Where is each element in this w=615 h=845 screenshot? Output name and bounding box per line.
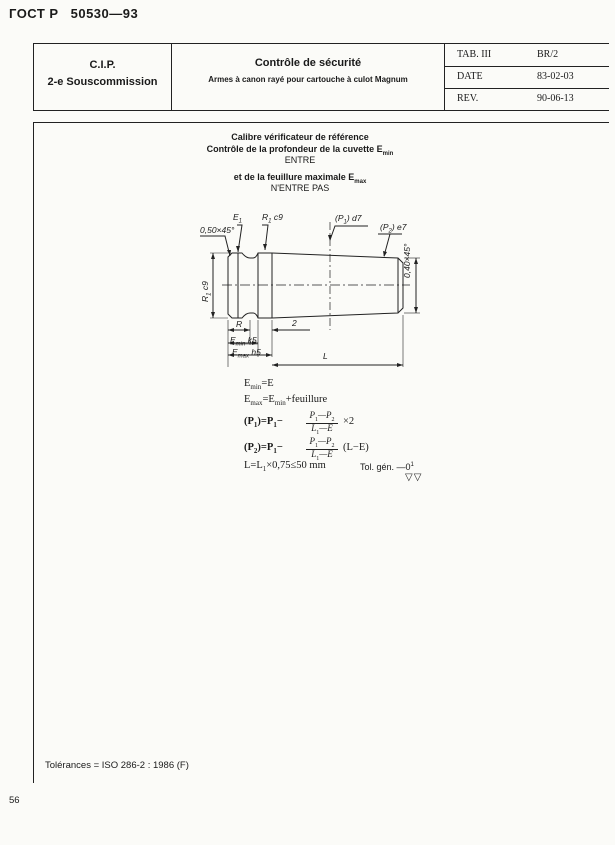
formula-l: $L=L_1\times 0,75\le 50$ mm <box>244 460 326 474</box>
leader-p1 <box>330 226 368 240</box>
arrowhead <box>266 353 272 357</box>
leader-p2 <box>378 234 402 256</box>
header-sub: 2-e Souscommission <box>47 76 158 88</box>
dim-two: 2 <box>292 318 297 328</box>
arrowhead <box>414 258 418 264</box>
fraction-denominator: $L_1—E$ <box>311 423 333 436</box>
dim-r: R <box>236 319 243 329</box>
standard-code: 50530—93 <box>70 6 139 21</box>
formula-emin: $E_{min}=E$ <box>244 378 274 392</box>
meta-key: TAB. III <box>457 49 492 60</box>
meta-value: 90-06-13 <box>537 93 574 104</box>
arrowhead <box>414 307 418 313</box>
arrowhead <box>397 363 403 367</box>
fraction-denominator: $L_1—E$ <box>311 449 333 462</box>
dim-r1c9-side: $R_1$ c9 <box>200 281 213 302</box>
formula-emax: $E_{max}=E_{min}+feuillure$ <box>244 394 328 408</box>
meta-key: DATE <box>457 71 483 82</box>
arrowhead <box>328 235 332 241</box>
drawing-nentre: N'ENTRE PAS <box>270 183 330 193</box>
dim-e1: $E_1$ <box>233 212 243 225</box>
dim-chamfer-1: 0,50×45° <box>200 225 235 235</box>
fraction-numerator: $P_1—P_2$ <box>306 436 338 450</box>
arrowhead <box>263 244 267 250</box>
header-org: C.I.P. <box>89 59 116 71</box>
arrowhead <box>272 328 278 332</box>
drawing-title-3: et de la feuillure maximale $E_{max}$ <box>233 172 367 185</box>
header-title: Contrôle de sécurité <box>254 57 362 69</box>
dim-l: L <box>323 351 328 361</box>
meta-key: REV. <box>457 93 479 104</box>
arrowhead <box>272 363 278 367</box>
dim-chamfer-2: 0,40×45° <box>402 243 412 278</box>
tolerances-note: Tolérances = ISO 286-2 : 1986 (F) <box>45 760 189 771</box>
page-number: 56 <box>9 795 20 806</box>
arrowhead <box>244 328 250 332</box>
surface-finish-icon: ▽▽ <box>405 472 423 483</box>
fraction-numerator: $P_1—P_2$ <box>306 410 338 424</box>
arrowhead <box>211 312 215 318</box>
gauge-outline <box>228 253 403 318</box>
dim-emin: $E_{min}$ k5 <box>230 335 257 348</box>
drawing-title-1: Calibre vérificateur de référence <box>231 132 369 142</box>
dim-r1c9: $R_1$ c9 <box>262 212 283 225</box>
dim-p1: $(P_1)$ d7 <box>335 213 362 226</box>
meta-value: 83-02-03 <box>537 71 574 82</box>
dim-p2: $(P_2)$ e7 <box>380 222 407 235</box>
arrowhead <box>228 328 234 332</box>
standard-label: ГОСТ Р <box>9 6 59 21</box>
tolerance-general: Tol. gén. $—0^1$ <box>360 462 414 472</box>
drawing-entre: ENTRE <box>284 155 316 165</box>
arrowhead <box>383 251 387 257</box>
header-subtitle: Armes à canon rayé pour cartouche à culot Magnum <box>208 75 408 84</box>
arrowhead <box>211 253 215 259</box>
drawing-title-2: Contrôle de la profondeur de la cuvette $E_{min}$ <box>206 144 394 157</box>
arrowhead <box>236 246 240 252</box>
dim-emax: $E_{max}$ h5 <box>232 347 261 360</box>
meta-value: BR/2 <box>537 49 559 60</box>
